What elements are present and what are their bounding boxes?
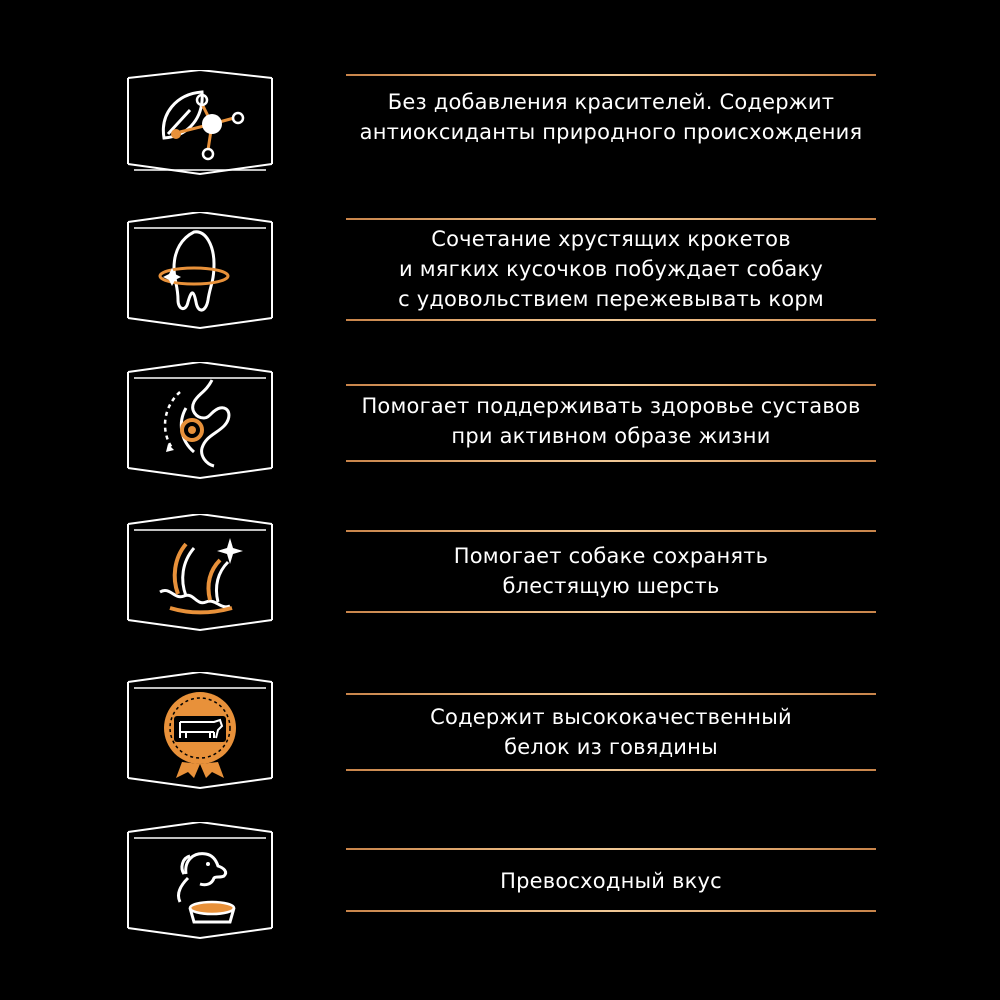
feature-text: [346, 541, 876, 601]
feature-badge: [124, 672, 276, 792]
top-divider: [346, 74, 876, 76]
shiny-coat-icon: [150, 530, 250, 620]
joint-icon: [150, 378, 250, 468]
feature-line: Помогает собаке сохранять: [453, 544, 769, 568]
bottom-divider: [346, 460, 876, 462]
feature-text: [346, 702, 876, 762]
feature-badge: [124, 822, 276, 942]
feature-line: белок из говядины: [504, 735, 718, 759]
top-divider: [346, 848, 876, 850]
top-divider: [346, 693, 876, 695]
top-divider: [346, 218, 876, 220]
tooth-icon: [150, 228, 250, 318]
molecule-leaf-icon: [150, 78, 250, 168]
dog-food-bowl-icon: [150, 838, 250, 928]
bottom-divider: [346, 611, 876, 613]
feature-text: [346, 87, 876, 147]
feature-line: блестящую шерсть: [502, 574, 720, 598]
feature-text: [346, 866, 876, 896]
feature-line: Без добавления красителей. Содержит: [387, 90, 835, 114]
feature-badge: [124, 212, 276, 332]
feature-line: Содержит высококачественный: [430, 705, 792, 729]
feature-line: при активном образе жизни: [451, 424, 771, 448]
feature-line: и мягких кусочков побуждает собаку: [399, 257, 823, 281]
feature-line: Превосходный вкус: [500, 869, 722, 893]
top-divider: [346, 384, 876, 386]
feature-line: антиоксиданты природного происхождения: [359, 120, 863, 144]
bottom-divider: [346, 769, 876, 771]
bottom-divider: [346, 910, 876, 912]
feature-line: Помогает поддерживать здоровье суставов: [361, 394, 861, 418]
beef-protein-badge-icon: [150, 688, 250, 778]
feature-badge: [124, 362, 276, 482]
feature-text: [346, 391, 876, 451]
top-divider: [346, 530, 876, 532]
feature-badge: [124, 514, 276, 634]
feature-line: с удовольствием пережевывать корм: [398, 287, 824, 311]
feature-badge: [124, 70, 276, 180]
bottom-divider: [346, 319, 876, 321]
feature-line: Сочетание хрустящих крокетов: [431, 227, 791, 251]
feature-text: [346, 224, 876, 314]
